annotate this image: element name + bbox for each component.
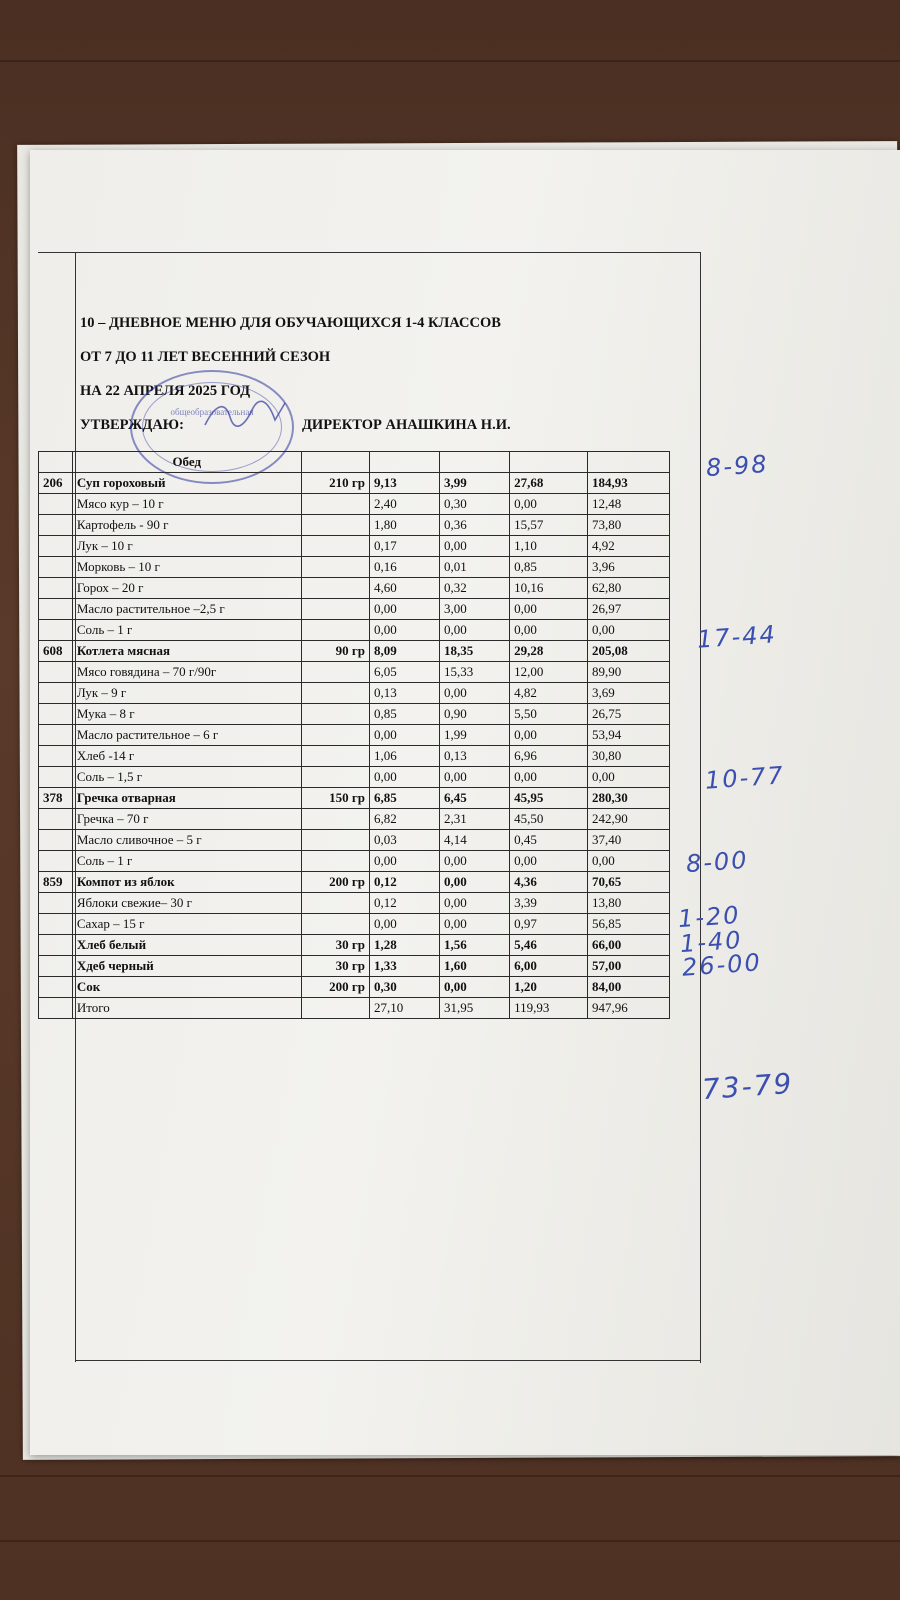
item-name: Лук – 9 г (72, 683, 301, 704)
value-4: 57,00 (588, 956, 670, 977)
value-3: 29,28 (510, 641, 588, 662)
value-3: 0,85 (510, 557, 588, 578)
value-2: 6,45 (440, 788, 510, 809)
item-name: Масло растительное –2,5 г (72, 599, 301, 620)
portion-weight (301, 620, 369, 641)
value-3: 27,68 (510, 473, 588, 494)
ingredient-row (39, 893, 670, 914)
dish-code (39, 956, 73, 977)
value-4: 62,80 (588, 578, 670, 599)
portion-weight (301, 893, 369, 914)
ingredient-row (39, 914, 670, 935)
item-name: Компот из яблок (72, 872, 301, 893)
value-1: 6,82 (369, 809, 439, 830)
portion-weight (301, 851, 369, 872)
value-4: 280,30 (588, 788, 670, 809)
item-name: Сок (72, 977, 301, 998)
ingredient-row (39, 767, 670, 788)
portion-weight: 210 гр (301, 473, 369, 494)
value-4: 37,40 (588, 830, 670, 851)
value-1: 0,00 (369, 725, 439, 746)
dish-code (39, 662, 73, 683)
value-3: 5,46 (510, 935, 588, 956)
dish-code (39, 830, 73, 851)
value-4: 56,85 (588, 914, 670, 935)
value-4: 73,80 (588, 515, 670, 536)
value-2: 4,14 (440, 830, 510, 851)
value-2: 0,32 (440, 578, 510, 599)
value-1: 1,06 (369, 746, 439, 767)
value-2: 2,31 (440, 809, 510, 830)
dish-code (39, 557, 73, 578)
menu-title: 10 – ДНЕВНОЕ МЕНЮ ДЛЯ ОБУЧАЮЩИХСЯ 1-4 КЛАССОВ (80, 315, 501, 331)
portion-weight (301, 494, 369, 515)
ingredient-row (39, 725, 670, 746)
portion-weight: 30 гр (301, 935, 369, 956)
portion-weight: 30 гр (301, 956, 369, 977)
value-3: 0,00 (510, 494, 588, 515)
dish-code (39, 998, 73, 1019)
portion-weight (301, 998, 369, 1019)
dish-code (39, 599, 73, 620)
value-3: 45,50 (510, 809, 588, 830)
dish-code (39, 704, 73, 725)
value-2: 0,00 (440, 683, 510, 704)
value-4: 13,80 (588, 893, 670, 914)
value-4: 0,00 (588, 620, 670, 641)
handwritten-price-soup: 8-98 (705, 449, 770, 483)
value-1: 0,85 (369, 704, 439, 725)
value-3: 4,82 (510, 683, 588, 704)
portion-weight (301, 746, 369, 767)
value-4: 53,94 (588, 725, 670, 746)
ingredient-row (39, 662, 670, 683)
value-1: 0,00 (369, 851, 439, 872)
dish-row (39, 956, 670, 977)
value-3: 0,00 (510, 767, 588, 788)
value-2: 0,00 (440, 893, 510, 914)
portion-weight (301, 536, 369, 557)
value-3: 0,97 (510, 914, 588, 935)
value-3: 0,00 (510, 599, 588, 620)
value-1: 1,33 (369, 956, 439, 977)
value-2: 18,35 (440, 641, 510, 662)
dish-code (39, 914, 73, 935)
value-4: 66,00 (588, 935, 670, 956)
portion-weight (301, 809, 369, 830)
dish-code (39, 977, 73, 998)
value-2: 0,90 (440, 704, 510, 725)
value-1: 8,09 (369, 641, 439, 662)
portion-weight (301, 725, 369, 746)
item-name: Морковь – 10 г (72, 557, 301, 578)
dish-code (39, 494, 73, 515)
frame-bottom-line (75, 1360, 700, 1361)
value-3: 15,57 (510, 515, 588, 536)
dish-code: 608 (39, 641, 73, 662)
item-name: Соль – 1 г (72, 851, 301, 872)
value-3: 3,39 (510, 893, 588, 914)
ingredient-row (39, 851, 670, 872)
dish-code (39, 683, 73, 704)
value-3: 1,10 (510, 536, 588, 557)
dish-code (39, 578, 73, 599)
portion-weight: 150 гр (301, 788, 369, 809)
value-3: 4,36 (510, 872, 588, 893)
dish-code (39, 767, 73, 788)
value-4: 4,92 (588, 536, 670, 557)
value-1: 27,10 (369, 998, 439, 1019)
value-3: 119,93 (510, 998, 588, 1019)
handwritten-total: 73-79 (700, 1066, 795, 1107)
value-2: 0,00 (440, 851, 510, 872)
item-name: Котлета мясная (72, 641, 301, 662)
value-2: 1,56 (440, 935, 510, 956)
value-2: 15,33 (440, 662, 510, 683)
item-name: Мясо говядина – 70 г/90г (72, 662, 301, 683)
ingredient-row (39, 515, 670, 536)
dish-code (39, 935, 73, 956)
director-signature (200, 395, 290, 435)
item-name: Сахар – 15 г (72, 914, 301, 935)
item-name: Горох – 20 г (72, 578, 301, 599)
value-4: 0,00 (588, 767, 670, 788)
dish-row (39, 935, 670, 956)
item-name: Соль – 1,5 г (72, 767, 301, 788)
value-2: 0,00 (440, 914, 510, 935)
item-name: Мясо кур – 10 г (72, 494, 301, 515)
dish-code: 206 (39, 473, 73, 494)
value-1: 0,30 (369, 977, 439, 998)
value-4: 26,75 (588, 704, 670, 725)
portion-weight (301, 662, 369, 683)
value-1: 2,40 (369, 494, 439, 515)
section-header-row (39, 452, 670, 473)
value-4: 3,96 (588, 557, 670, 578)
value-2: 0,01 (440, 557, 510, 578)
value-2: 31,95 (440, 998, 510, 1019)
value-1: 0,00 (369, 767, 439, 788)
dish-code (39, 515, 73, 536)
value-3: 5,50 (510, 704, 588, 725)
item-name: Суп гороховый (72, 473, 301, 494)
value-4: 30,80 (588, 746, 670, 767)
value-2: 1,99 (440, 725, 510, 746)
portion-weight: 200 гр (301, 977, 369, 998)
value-3: 12,00 (510, 662, 588, 683)
value-1: 0,03 (369, 830, 439, 851)
value-2: 0,00 (440, 872, 510, 893)
value-3: 0,45 (510, 830, 588, 851)
value-3: 6,00 (510, 956, 588, 977)
handwritten-price-compote: 8-00 (685, 845, 750, 879)
value-4: 184,93 (588, 473, 670, 494)
value-1: 6,05 (369, 662, 439, 683)
dish-code (39, 851, 73, 872)
section-title: Обед (72, 452, 301, 473)
ingredient-row (39, 494, 670, 515)
ingredient-row (39, 620, 670, 641)
item-name: Хдеб черный (72, 956, 301, 977)
value-3: 0,00 (510, 851, 588, 872)
item-name: Яблоки свежие– 30 г (72, 893, 301, 914)
ingredient-row (39, 704, 670, 725)
ingredient-row (39, 578, 670, 599)
value-1: 1,28 (369, 935, 439, 956)
approve-label: УТВЕРЖДАЮ: (80, 417, 184, 433)
item-name: Соль – 1 г (72, 620, 301, 641)
handwritten-price-cutlet: 17-44 (696, 620, 778, 654)
value-2: 3,00 (440, 599, 510, 620)
portion-weight: 200 гр (301, 872, 369, 893)
dish-code (39, 746, 73, 767)
value-4: 26,97 (588, 599, 670, 620)
item-name: Лук – 10 г (72, 536, 301, 557)
item-name: Мука – 8 г (72, 704, 301, 725)
value-3: 0,00 (510, 620, 588, 641)
value-1: 0,16 (369, 557, 439, 578)
dish-row (39, 788, 670, 809)
handwritten-price-white-bread: 1-20 (677, 900, 742, 934)
dish-code: 859 (39, 872, 73, 893)
age-season: ОТ 7 ДО 11 ЛЕТ ВЕСЕННИЙ СЕЗОН (80, 349, 331, 365)
value-1: 0,00 (369, 599, 439, 620)
value-4: 12,48 (588, 494, 670, 515)
ingredient-row (39, 683, 670, 704)
value-1: 1,80 (369, 515, 439, 536)
value-2: 0,00 (440, 620, 510, 641)
stamp-text: общеобразовательная (170, 407, 254, 417)
value-1: 0,17 (369, 536, 439, 557)
dish-code (39, 809, 73, 830)
value-2: 0,00 (440, 536, 510, 557)
value-4: 3,69 (588, 683, 670, 704)
value-2: 3,99 (440, 473, 510, 494)
value-3: 1,20 (510, 977, 588, 998)
portion-weight (301, 515, 369, 536)
item-name: Гречка – 70 г (72, 809, 301, 830)
portion-weight (301, 914, 369, 935)
item-name: Хлеб -14 г (72, 746, 301, 767)
portion-weight (301, 557, 369, 578)
ingredient-row (39, 557, 670, 578)
item-name: Итого (72, 998, 301, 1019)
value-4: 205,08 (588, 641, 670, 662)
dish-code (39, 620, 73, 641)
handwritten-price-buckwheat: 10-77 (704, 761, 786, 795)
dish-row (39, 872, 670, 893)
item-name: Масло сливочное – 5 г (72, 830, 301, 851)
value-4: 89,90 (588, 662, 670, 683)
value-1: 0,13 (369, 683, 439, 704)
value-3: 6,96 (510, 746, 588, 767)
item-name: Гречка отварная (72, 788, 301, 809)
item-name: Хлеб белый (72, 935, 301, 956)
value-4: 0,00 (588, 851, 670, 872)
approve-person: ДИРЕКТОР АНАШКИНА Н.И. (301, 417, 511, 433)
ingredient-row (39, 746, 670, 767)
value-3: 45,95 (510, 788, 588, 809)
ingredient-row (39, 599, 670, 620)
dish-row (39, 977, 670, 998)
dish-code: 378 (39, 788, 73, 809)
value-2: 0,00 (440, 977, 510, 998)
dish-row (39, 473, 670, 494)
ingredient-row (39, 809, 670, 830)
ingredient-row (39, 998, 670, 1019)
value-4: 242,90 (588, 809, 670, 830)
menu-date: НА 22 АПРЕЛЯ 2025 ГОД (80, 383, 251, 399)
value-1: 9,13 (369, 473, 439, 494)
handwritten-price-black-bread: 1-40 (679, 925, 744, 959)
item-name: Картофель - 90 г (72, 515, 301, 536)
value-2: 0,30 (440, 494, 510, 515)
portion-weight: 90 гр (301, 641, 369, 662)
value-1: 0,00 (369, 914, 439, 935)
ingredient-row (39, 830, 670, 851)
portion-weight (301, 578, 369, 599)
value-2: 0,00 (440, 767, 510, 788)
dish-row (39, 641, 670, 662)
value-4: 84,00 (588, 977, 670, 998)
value-1: 0,12 (369, 893, 439, 914)
portion-weight (301, 704, 369, 725)
item-name: Масло растительное – 6 г (72, 725, 301, 746)
portion-weight (301, 767, 369, 788)
value-3: 10,16 (510, 578, 588, 599)
dish-code (39, 536, 73, 557)
portion-weight (301, 830, 369, 851)
value-2: 0,36 (440, 515, 510, 536)
dish-code (39, 893, 73, 914)
value-1: 6,85 (369, 788, 439, 809)
value-4: 70,65 (588, 872, 670, 893)
portion-weight (301, 683, 369, 704)
portion-weight (301, 599, 369, 620)
value-1: 0,00 (369, 620, 439, 641)
value-1: 0,12 (369, 872, 439, 893)
value-3: 0,00 (510, 725, 588, 746)
ingredient-row (39, 536, 670, 557)
value-1: 4,60 (369, 578, 439, 599)
handwritten-price-juice: 26-00 (681, 948, 763, 982)
dish-code (39, 725, 73, 746)
value-2: 0,13 (440, 746, 510, 767)
value-4: 947,96 (588, 998, 670, 1019)
menu-table (38, 451, 670, 1019)
value-2: 1,60 (440, 956, 510, 977)
